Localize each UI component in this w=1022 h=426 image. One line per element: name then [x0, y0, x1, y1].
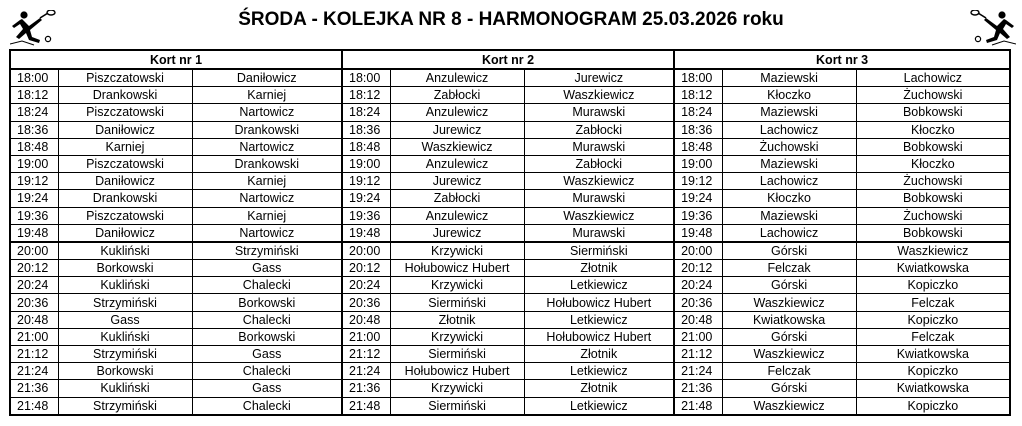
player-b-cell: Chalecki — [192, 397, 342, 415]
time-cell: 20:48 — [342, 311, 390, 328]
player-a-cell: Strzymiński — [58, 294, 192, 311]
time-cell: 21:24 — [10, 363, 58, 380]
time-cell: 19:36 — [674, 207, 722, 224]
time-cell: 21:48 — [674, 397, 722, 415]
schedule-table — [9, 49, 1011, 416]
player-a-cell: Górski — [722, 328, 856, 345]
time-cell: 19:24 — [674, 190, 722, 207]
time-cell: 21:36 — [342, 380, 390, 397]
player-a-cell: Anzulewicz — [390, 155, 524, 172]
player-b-cell: Jurewicz — [524, 69, 674, 87]
time-cell: 21:24 — [342, 363, 390, 380]
player-a-cell: Lachowicz — [722, 121, 856, 138]
player-b-cell: Złotnik — [524, 380, 674, 397]
player-b-cell: Borkowski — [192, 294, 342, 311]
time-cell: 20:24 — [342, 277, 390, 294]
time-cell: 18:24 — [10, 104, 58, 121]
player-b-cell: Nartowicz — [192, 190, 342, 207]
time-cell: 19:48 — [342, 224, 390, 242]
player-a-cell: Gass — [58, 311, 192, 328]
player-a-cell: Waszkiewicz — [722, 294, 856, 311]
player-a-cell: Górski — [722, 277, 856, 294]
time-cell: 19:12 — [342, 173, 390, 190]
time-cell: 20:00 — [10, 242, 58, 260]
time-cell: 19:24 — [10, 190, 58, 207]
player-b-cell: Złotnik — [524, 346, 674, 363]
table-row — [10, 173, 1010, 190]
table-row — [10, 260, 1010, 277]
player-a-cell: Anzulewicz — [390, 104, 524, 121]
table-row — [10, 397, 1010, 415]
player-b-cell: Letkiewicz — [524, 397, 674, 415]
player-b-cell: Waszkiewicz — [524, 173, 674, 190]
player-a-cell: Złotnik — [390, 311, 524, 328]
time-cell: 20:00 — [342, 242, 390, 260]
player-b-cell: Felczak — [856, 294, 1010, 311]
player-b-cell: Chalecki — [192, 363, 342, 380]
player-b-cell: Murawski — [524, 224, 674, 242]
player-b-cell: Kłoczko — [856, 121, 1010, 138]
table-row — [10, 87, 1010, 104]
time-cell: 19:36 — [342, 207, 390, 224]
player-a-cell: Maziewski — [722, 207, 856, 224]
time-cell: 18:48 — [10, 138, 58, 155]
table-row — [10, 277, 1010, 294]
table-row — [10, 104, 1010, 121]
player-b-cell: Gass — [192, 380, 342, 397]
player-b-cell: Bobkowski — [856, 190, 1010, 207]
time-cell: 19:24 — [342, 190, 390, 207]
player-a-cell: Górski — [722, 380, 856, 397]
time-cell: 18:12 — [342, 87, 390, 104]
player-a-cell: Jurewicz — [390, 224, 524, 242]
player-b-cell: Żuchowski — [856, 173, 1010, 190]
player-a-cell: Borkowski — [58, 363, 192, 380]
player-a-cell: Maziewski — [722, 104, 856, 121]
player-a-cell: Żuchowski — [722, 138, 856, 155]
table-row — [10, 380, 1010, 397]
player-a-cell: Kłoczko — [722, 190, 856, 207]
table-row — [10, 155, 1010, 172]
player-b-cell: Letkiewicz — [524, 363, 674, 380]
time-cell: 18:24 — [674, 104, 722, 121]
player-b-cell: Letkiewicz — [524, 311, 674, 328]
time-cell: 20:00 — [674, 242, 722, 260]
player-a-cell: Daniłowicz — [58, 173, 192, 190]
player-a-cell: Siermiński — [390, 346, 524, 363]
table-row — [10, 224, 1010, 242]
player-a-cell: Górski — [722, 242, 856, 260]
table-row — [10, 242, 1010, 260]
table-row — [10, 346, 1010, 363]
player-b-cell: Kopiczko — [856, 277, 1010, 294]
player-b-cell: Zabłocki — [524, 121, 674, 138]
player-a-cell: Waszkiewicz — [722, 397, 856, 415]
player-b-cell: Daniłowicz — [192, 69, 342, 87]
table-row — [10, 69, 1010, 87]
time-cell: 21:48 — [342, 397, 390, 415]
time-cell: 21:00 — [342, 328, 390, 345]
player-b-cell: Bobkowski — [856, 224, 1010, 242]
table-row — [10, 207, 1010, 224]
time-cell: 21:12 — [10, 346, 58, 363]
player-b-cell: Chalecki — [192, 311, 342, 328]
player-b-cell: Nartowicz — [192, 224, 342, 242]
table-row — [10, 328, 1010, 345]
player-a-cell: Waszkiewicz — [390, 138, 524, 155]
player-b-cell: Karniej — [192, 207, 342, 224]
player-b-cell: Murawski — [524, 190, 674, 207]
player-b-cell: Bobkowski — [856, 104, 1010, 121]
player-a-cell: Krzywicki — [390, 242, 524, 260]
player-a-cell: Strzymiński — [58, 346, 192, 363]
table-row — [10, 294, 1010, 311]
player-b-cell: Złotnik — [524, 260, 674, 277]
player-b-cell: Borkowski — [192, 328, 342, 345]
time-cell: 20:36 — [674, 294, 722, 311]
time-cell: 20:12 — [10, 260, 58, 277]
player-a-cell: Felczak — [722, 260, 856, 277]
player-a-cell: Kwiatkowska — [722, 311, 856, 328]
time-cell: 18:00 — [342, 69, 390, 87]
player-b-cell: Kopiczko — [856, 311, 1010, 328]
player-a-cell: Kłoczko — [722, 87, 856, 104]
player-b-cell: Drankowski — [192, 155, 342, 172]
time-cell: 18:00 — [674, 69, 722, 87]
time-cell: 19:12 — [10, 173, 58, 190]
time-cell: 21:36 — [10, 380, 58, 397]
time-cell: 20:48 — [674, 311, 722, 328]
court-header-row — [10, 50, 1010, 69]
time-cell: 18:36 — [342, 121, 390, 138]
player-a-cell: Jurewicz — [390, 121, 524, 138]
player-a-cell: Siermiński — [390, 397, 524, 415]
time-cell: 18:00 — [10, 69, 58, 87]
time-cell: 18:36 — [10, 121, 58, 138]
time-cell: 19:00 — [674, 155, 722, 172]
player-b-cell: Nartowicz — [192, 138, 342, 155]
player-a-cell: Borkowski — [58, 260, 192, 277]
time-cell: 21:00 — [674, 328, 722, 345]
player-b-cell: Felczak — [856, 328, 1010, 345]
player-b-cell: Karniej — [192, 173, 342, 190]
player-a-cell: Kukliński — [58, 277, 192, 294]
player-a-cell: Daniłowicz — [58, 224, 192, 242]
time-cell: 21:00 — [10, 328, 58, 345]
player-a-cell: Siermiński — [390, 294, 524, 311]
player-b-cell: Kwiatkowska — [856, 380, 1010, 397]
table-row — [10, 121, 1010, 138]
time-cell: 19:48 — [10, 224, 58, 242]
player-b-cell: Bobkowski — [856, 138, 1010, 155]
player-a-cell: Piszczatowski — [58, 104, 192, 121]
player-a-cell: Anzulewicz — [390, 207, 524, 224]
time-cell: 20:12 — [342, 260, 390, 277]
player-a-cell: Daniłowicz — [58, 121, 192, 138]
time-cell: 19:00 — [342, 155, 390, 172]
player-a-cell: Hołubowicz Hubert — [390, 260, 524, 277]
player-b-cell: Letkiewicz — [524, 277, 674, 294]
player-a-cell: Waszkiewicz — [722, 346, 856, 363]
player-a-cell: Maziewski — [722, 155, 856, 172]
time-cell: 21:12 — [674, 346, 722, 363]
player-a-cell: Jurewicz — [390, 173, 524, 190]
player-b-cell: Nartowicz — [192, 104, 342, 121]
player-b-cell: Kłoczko — [856, 155, 1010, 172]
player-a-cell: Maziewski — [722, 69, 856, 87]
time-cell: 19:36 — [10, 207, 58, 224]
player-b-cell: Waszkiewicz — [524, 87, 674, 104]
player-b-cell: Zabłocki — [524, 155, 674, 172]
player-b-cell: Kopiczko — [856, 397, 1010, 415]
player-b-cell: Murawski — [524, 138, 674, 155]
player-b-cell: Strzymiński — [192, 242, 342, 260]
player-a-cell: Krzywicki — [390, 380, 524, 397]
player-a-cell: Kukliński — [58, 328, 192, 345]
time-cell: 18:48 — [342, 138, 390, 155]
time-cell: 20:48 — [10, 311, 58, 328]
player-b-cell: Kwiatkowska — [856, 260, 1010, 277]
player-a-cell: Kukliński — [58, 242, 192, 260]
page-title: ŚRODA - KOLEJKA NR 8 - HARMONOGRAM 25.03.2026 roku — [238, 9, 784, 30]
player-b-cell: Karniej — [192, 87, 342, 104]
time-cell: 20:36 — [342, 294, 390, 311]
court-header-3: Kort nr 3 — [674, 50, 1010, 69]
player-b-cell: Waszkiewicz — [856, 242, 1010, 260]
player-a-cell: Hołubowicz Hubert — [390, 363, 524, 380]
player-a-cell: Zabłocki — [390, 190, 524, 207]
player-a-cell: Strzymiński — [58, 397, 192, 415]
player-a-cell: Piszczatowski — [58, 69, 192, 87]
player-b-cell: Hołubowicz Hubert — [524, 294, 674, 311]
time-cell: 21:36 — [674, 380, 722, 397]
player-b-cell: Żuchowski — [856, 207, 1010, 224]
player-a-cell: Felczak — [722, 363, 856, 380]
time-cell: 18:12 — [674, 87, 722, 104]
player-b-cell: Waszkiewicz — [524, 207, 674, 224]
time-cell: 20:36 — [10, 294, 58, 311]
player-b-cell: Kwiatkowska — [856, 346, 1010, 363]
time-cell: 18:24 — [342, 104, 390, 121]
time-cell: 19:00 — [10, 155, 58, 172]
time-cell: 18:36 — [674, 121, 722, 138]
time-cell: 19:48 — [674, 224, 722, 242]
time-cell: 18:48 — [674, 138, 722, 155]
time-cell: 18:12 — [10, 87, 58, 104]
court-header-1: Kort nr 1 — [10, 50, 342, 69]
player-a-cell: Krzywicki — [390, 277, 524, 294]
player-a-cell: Piszczatowski — [58, 155, 192, 172]
player-b-cell: Murawski — [524, 104, 674, 121]
player-a-cell: Piszczatowski — [58, 207, 192, 224]
table-row — [10, 311, 1010, 328]
player-a-cell: Kukliński — [58, 380, 192, 397]
court-header-2: Kort nr 2 — [342, 50, 674, 69]
player-b-cell: Gass — [192, 346, 342, 363]
table-row — [10, 363, 1010, 380]
player-b-cell: Kopiczko — [856, 363, 1010, 380]
player-a-cell: Drankowski — [58, 87, 192, 104]
player-b-cell: Drankowski — [192, 121, 342, 138]
time-cell: 21:48 — [10, 397, 58, 415]
player-a-cell: Krzywicki — [390, 328, 524, 345]
time-cell: 20:24 — [674, 277, 722, 294]
time-cell: 20:12 — [674, 260, 722, 277]
table-row — [10, 138, 1010, 155]
time-cell: 20:24 — [10, 277, 58, 294]
player-a-cell: Zabłocki — [390, 87, 524, 104]
player-b-cell: Gass — [192, 260, 342, 277]
player-b-cell: Żuchowski — [856, 87, 1010, 104]
player-a-cell: Lachowicz — [722, 224, 856, 242]
player-a-cell: Lachowicz — [722, 173, 856, 190]
player-a-cell: Karniej — [58, 138, 192, 155]
time-cell: 21:24 — [674, 363, 722, 380]
player-b-cell: Siermiński — [524, 242, 674, 260]
player-a-cell: Drankowski — [58, 190, 192, 207]
table-row — [10, 190, 1010, 207]
time-cell: 19:12 — [674, 173, 722, 190]
time-cell: 21:12 — [342, 346, 390, 363]
player-b-cell: Chalecki — [192, 277, 342, 294]
player-b-cell: Hołubowicz Hubert — [524, 328, 674, 345]
player-b-cell: Lachowicz — [856, 69, 1010, 87]
player-a-cell: Anzulewicz — [390, 69, 524, 87]
